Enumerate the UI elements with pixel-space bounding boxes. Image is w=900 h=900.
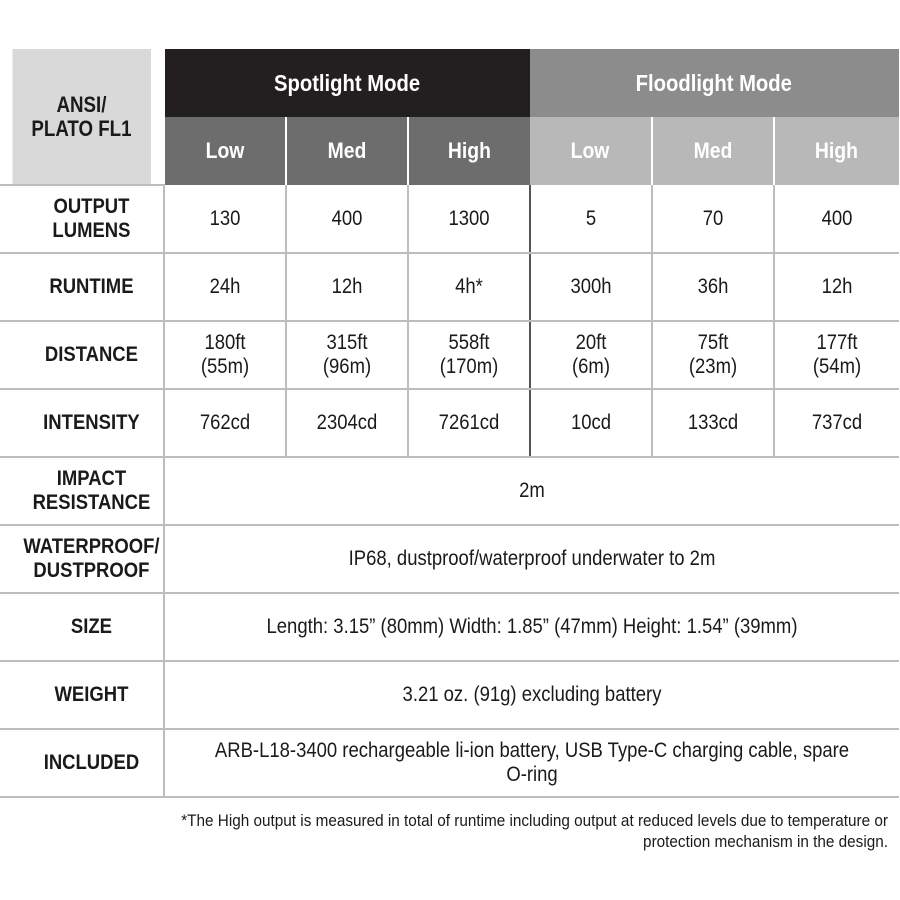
row-label-weight <box>0 661 164 729</box>
value-cell-distance-flood-low <box>530 321 652 389</box>
floodlight-mode-header: Floodlight Mode <box>530 49 899 117</box>
value-cell-distance-flood-high <box>774 321 899 389</box>
value-cell-output-lumens-flood-med <box>652 185 774 253</box>
value-line: 36h <box>697 275 729 298</box>
value-cell-output-lumens-spot-med <box>286 185 408 253</box>
table-row <box>0 321 899 389</box>
table-row <box>0 593 899 661</box>
row-label-size <box>0 593 164 661</box>
footnote: *The High output is measured in total of runtime including output at reduced levels due to temperature or protection mechanism in the design. <box>181 811 889 851</box>
value-line: 762cd <box>199 411 250 434</box>
value-line: (6m) <box>571 355 610 378</box>
value-line: 12h <box>821 275 853 298</box>
value-cell-impact-resistance <box>164 457 899 525</box>
value-cell-output-lumens-spot-high <box>408 185 530 253</box>
level-header-spot-low: Low <box>164 117 286 185</box>
row-label-line: LUMENS <box>52 219 131 242</box>
span-value-text: Length: 3.15” (80mm) Width: 1.85” (47mm) Height: 1.54” (39mm) <box>266 615 798 638</box>
row-label-line: INTENSITY <box>43 411 140 434</box>
value-cell-intensity-flood-med <box>652 389 774 457</box>
row-label-line: INCLUDED <box>43 751 140 774</box>
value-cell-output-lumens-flood-high <box>774 185 899 253</box>
value-line: (23m) <box>688 355 737 378</box>
value-line: (55m) <box>200 355 249 378</box>
value-line: 70 <box>702 206 724 230</box>
value-line: 4h* <box>454 275 483 298</box>
row-label-line: DISTANCE <box>44 343 138 366</box>
value-line: 400 <box>331 206 363 230</box>
level-header-flood-med: Med <box>652 117 774 185</box>
value-line: 1300 <box>448 206 490 230</box>
value-cell-runtime-flood-high <box>774 253 899 321</box>
value-line: 737cd <box>811 411 862 434</box>
row-label-included <box>0 729 164 797</box>
row-label-waterproof-dustproof <box>0 525 164 593</box>
value-cell-included <box>164 729 899 797</box>
row-label-line: WATERPROOF/ <box>23 535 160 558</box>
value-line: 10cd <box>570 411 611 434</box>
value-line: 7261cd <box>438 411 500 434</box>
value-line: (54m) <box>812 355 861 378</box>
corner-label-line-2: PLATO FL1 <box>31 115 132 141</box>
value-cell-output-lumens-flood-low <box>530 185 652 253</box>
value-cell-intensity-spot-low <box>164 389 286 457</box>
table-row <box>0 525 899 593</box>
value-line: 2304cd <box>316 411 378 434</box>
row-label-runtime <box>0 253 164 321</box>
value-line: 5 <box>585 206 596 230</box>
value-cell-size <box>164 593 899 661</box>
value-line: 24h <box>209 275 241 298</box>
value-cell-waterproof-dustproof <box>164 525 899 593</box>
value-line: (96m) <box>322 355 371 378</box>
row-label-line: RESISTANCE <box>32 491 151 514</box>
value-line: 400 <box>821 206 853 230</box>
value-line: 315ft <box>326 331 368 354</box>
value-line: 558ft <box>448 331 490 354</box>
value-cell-output-lumens-spot-low <box>164 185 286 253</box>
value-cell-runtime-spot-high <box>408 253 530 321</box>
row-label-line: DUSTPROOF <box>33 559 150 582</box>
value-line: 130 <box>209 206 241 230</box>
value-line: 12h <box>331 275 363 298</box>
row-label-line: RUNTIME <box>49 275 134 298</box>
value-line: 20ft <box>575 331 607 354</box>
row-label-line: WEIGHT <box>54 683 129 706</box>
row-label-line: SIZE <box>70 615 112 638</box>
value-line: 133cd <box>687 411 738 434</box>
value-cell-runtime-flood-med <box>652 253 774 321</box>
value-cell-intensity-flood-low <box>530 389 652 457</box>
value-line: 75ft <box>697 331 729 354</box>
value-cell-distance-spot-low <box>164 321 286 389</box>
value-cell-distance-spot-med <box>286 321 408 389</box>
value-cell-distance-spot-high <box>408 321 530 389</box>
row-label-impact-resistance <box>0 457 164 525</box>
level-header-spot-med: Med <box>286 117 408 185</box>
value-cell-intensity-spot-high <box>408 389 530 457</box>
value-cell-runtime-spot-low <box>164 253 286 321</box>
value-line: (170m) <box>439 355 499 378</box>
spec-table <box>0 49 899 798</box>
value-cell-weight <box>164 661 899 729</box>
value-cell-distance-flood-med <box>652 321 774 389</box>
value-cell-runtime-spot-med <box>286 253 408 321</box>
value-cell-intensity-flood-high <box>774 389 899 457</box>
span-value-text: ARB-L18-3400 rechargeable li-ion battery, USB Type-C charging cable, spare O-ring <box>214 739 849 786</box>
span-value-text: 3.21 oz. (91g) excluding battery <box>402 683 662 706</box>
row-label-output-lumens <box>0 185 164 253</box>
spotlight-mode-header: Spotlight Mode <box>164 49 530 117</box>
value-line: 177ft <box>816 331 858 354</box>
level-header-spot-high: High <box>408 117 530 185</box>
corner-header <box>12 49 151 185</box>
value-cell-intensity-spot-med <box>286 389 408 457</box>
row-label-intensity <box>0 389 164 457</box>
value-line: 180ft <box>204 331 246 354</box>
table-row <box>0 661 899 729</box>
level-header-flood-low: Low <box>530 117 652 185</box>
level-header-flood-high: High <box>774 117 899 185</box>
table-row <box>0 457 899 525</box>
value-line: 300h <box>570 275 612 298</box>
table-row <box>0 729 899 797</box>
span-value-text: 2m <box>518 479 545 502</box>
corner-label-line-1: ANSI/ <box>56 91 107 117</box>
table-row <box>0 253 899 321</box>
table-row <box>0 185 899 253</box>
value-cell-runtime-flood-low <box>530 253 652 321</box>
row-label-line: OUTPUT <box>53 195 130 218</box>
row-label-distance <box>0 321 164 389</box>
row-label-line: IMPACT <box>56 467 127 490</box>
table-row <box>0 389 899 457</box>
span-value-text: IP68, dustproof/waterproof underwater to 2m <box>348 547 716 570</box>
